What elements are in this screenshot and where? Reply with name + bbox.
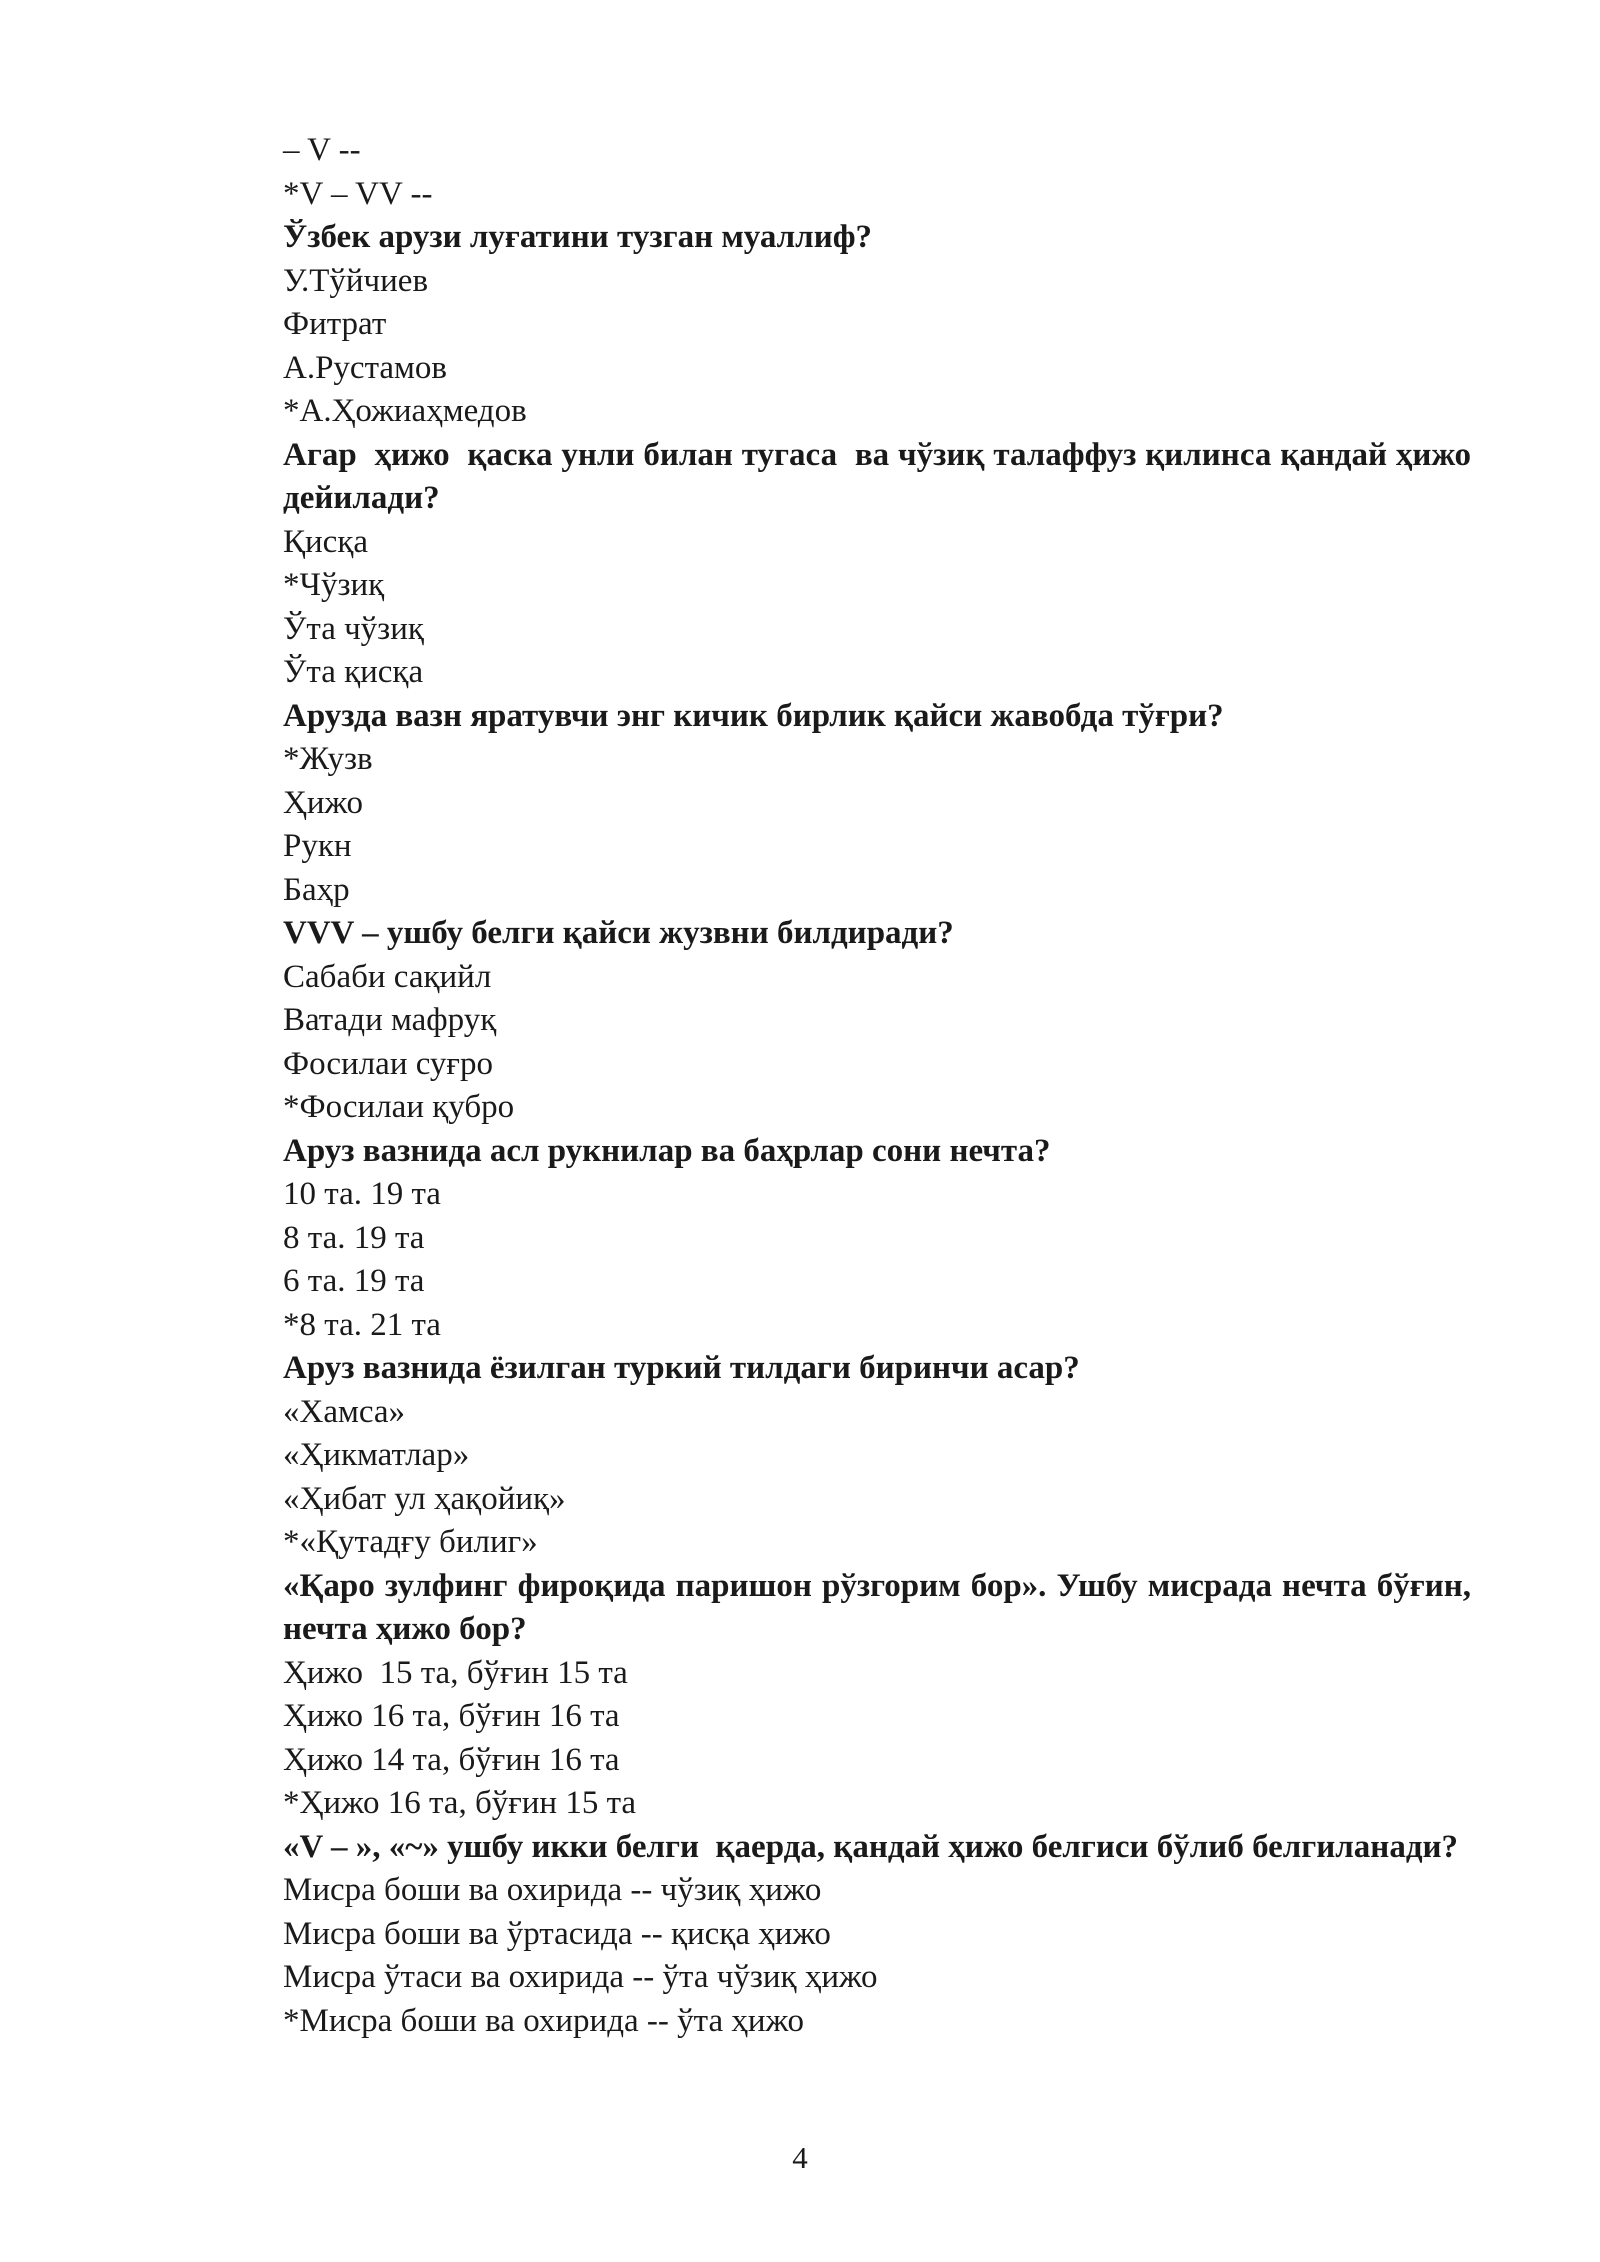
- answer-option: *А.Ҳожиаҳмедов: [283, 393, 527, 429]
- answer-option: *«Қутадғу билиг»: [283, 1524, 538, 1560]
- answer-option: Ҳижо: [283, 784, 363, 821]
- page-content: [283, 129, 1480, 2043]
- answer-option: У.Тўйчиев: [283, 262, 429, 299]
- question-text: Аруз вазнида асл рукнилар ва баҳрлар сони нечта?: [283, 1132, 1051, 1169]
- answer-option: Ўта чўзиқ: [283, 610, 424, 647]
- answer-option: «Ҳикматлар»: [283, 1437, 470, 1473]
- question-text: Арузда вазн яратувчи энг кичик бирлик қайси жавобда тўғри?: [283, 697, 1224, 734]
- answer-option: «Ҳибат ул ҳақойиқ»: [283, 1480, 566, 1517]
- answer-option: Мисра боши ва ўртасида -- қисқа ҳижо: [283, 1915, 831, 1952]
- answer-option: Ҳижо 15 та, бўғин 15 та: [283, 1654, 628, 1691]
- page-number: 4: [792, 2140, 808, 2175]
- question-text: «V – », «~» ушбу икки белги қаерда, қандай ҳижо белгиси бўлиб белгиланади?: [283, 1828, 1459, 1865]
- answer-option: 6 та. 19 та: [283, 1263, 425, 1299]
- answer-option: Баҳр: [283, 871, 350, 908]
- answer-option: 8 та. 19 та: [283, 1219, 425, 1256]
- question-text: Ўзбек арузи луғатини тузган муаллиф?: [283, 219, 873, 255]
- question-text: Агар ҳижо қаска унли билан тугаса ва чўзиқ талаффуз қилинса қандай ҳижо дейилади?: [283, 436, 1480, 516]
- question-text: Аруз вазнида ёзилган туркий тилдаги биринчи асар?: [283, 1350, 1080, 1386]
- answer-option: *Ҳижо 16 та, бўғин 15 та: [283, 1785, 637, 1821]
- answer-option: – V --: [283, 132, 361, 168]
- answer-option: Қисқа: [283, 523, 368, 560]
- answer-option: Ватади мафруқ: [283, 1002, 497, 1038]
- answer-option: *V – VV --: [283, 175, 433, 212]
- answer-option: Сабаби сақийл: [283, 958, 492, 995]
- answer-option: Ҳижо 14 та, бўғин 16 та: [283, 1741, 620, 1778]
- answer-option: *Жузв: [283, 741, 373, 777]
- question-text: VVV – ушбу белги қайси жузвни билдиради?: [283, 915, 954, 951]
- answer-option: «Хамса»: [283, 1393, 406, 1430]
- answer-option: *Фосилаи қубро: [283, 1089, 515, 1125]
- question-text: «Қаро зулфинг фироқида паришон рўзгорим бор». Ушбу мисрада нечта бўғин, нечта ҳижо бор?: [283, 1567, 1480, 1647]
- answer-option: *Чўзиқ: [283, 567, 385, 603]
- answer-option: Фитрат: [283, 306, 387, 342]
- answer-option: *8 та. 21 та: [283, 1306, 441, 1343]
- answer-option: Фосилаи суғро: [283, 1045, 493, 1082]
- answer-option: Ҳижо 16 та, бўғин 16 та: [283, 1698, 620, 1734]
- answer-option: Ўта қисқа: [283, 654, 424, 690]
- answer-option: А.Рустамов: [283, 349, 448, 386]
- answer-option: 10 та. 19 та: [283, 1176, 441, 1212]
- answer-option: Мисра ўтаси ва охирида -- ўта чўзиқ ҳижо: [283, 1959, 878, 1995]
- answer-option: Рукн: [283, 828, 352, 864]
- answer-option: *Мисра боши ва охирида -- ўта ҳижо: [283, 2002, 804, 2039]
- answer-option: Мисра боши ва охирида -- чўзиқ ҳижо: [283, 1872, 822, 1908]
